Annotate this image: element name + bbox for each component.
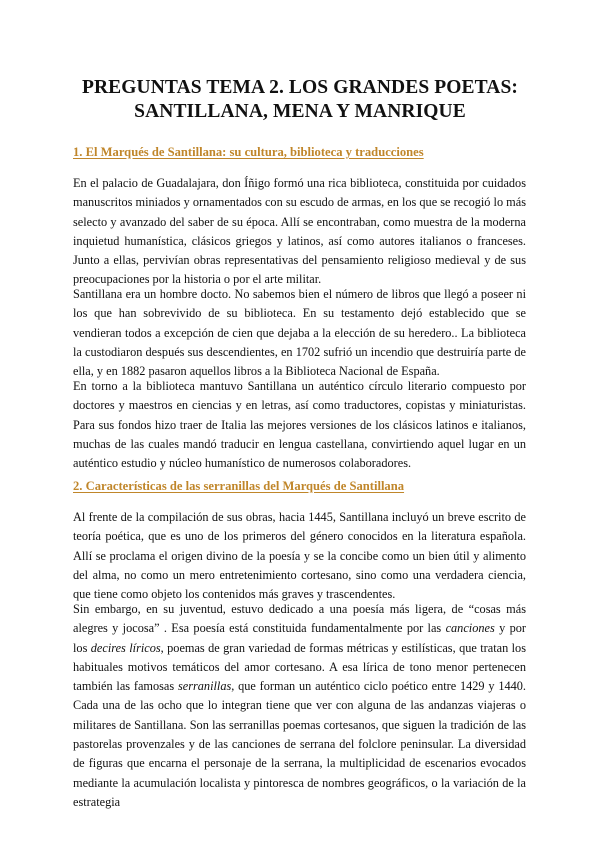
section-heading-2: 2. Características de las serranillas del Marqués de Santillana: [73, 479, 405, 493]
italic-term-decires-liricos: decires líricos: [90, 640, 161, 655]
paragraph-text: , que forman un auténtico ciclo poético entre 1429 y 1440. Cada una de las ocho que lo integran tiene que ver con alguna de las andanzas viajeras o militares de Santillana. Son las serranillas poemas cortesanos, que siguen la tradición de las pastorelas provenzales y de las canciones de serrana del folclore peninsular. La diversidad de figuras que encarna el personaje de la serrana, la multiplicidad de escenarios evocados mediante la acumulación localista y pintoresca de nombres geográficos, o la variación de la estrategia: [73, 679, 526, 809]
section2-paragraph-1: Al frente de la compilación de sus obras, hacia 1445, Santillana incluyó un breve escrito de teoría poética, que es uno de los primeros del género conocidos en la literatura española. Allí se proclama el origen divino de la poesía y se la concibe como un bien útil y alimento del alma, no como un mero entretenimiento cortesano, sino como una verdadera ciencia, que tiene como objeto los contenidos más graves y trascendentes.: [73, 510, 526, 602]
section1-paragraph-1: En el palacio de Guadalajara, don Íñigo formó una rica biblioteca, constituida por cuidados manuscritos miniados y ornamentados con su escudo de armas, en los que se recogió lo más selecto y avanzado del saber de su época. Allí se encontraban, como muestra de la moderna inquietud humanística, clásicos griegos y latinos, así como autores italianos o franceses. Junto a ellas, pervivían obras representativas del pensamiento religioso medieval y de sus preocupaciones por la historia o por el arte militar.: [73, 176, 526, 287]
section2-paragraph-2: [73, 600, 526, 812]
italic-term-serranillas: serranillas: [177, 679, 232, 694]
section1-paragraph-3: En torno a la biblioteca mantuvo Santillana un auténtico círculo literario compuesto por doctores y maestros en ciencias y en letras, así como traductores, copistas y miniaturistas. Para sus fondos hizo traer de Italia las mejores versiones de los clásicos latinos e italianos, muchas de las cuales mandó traducir en lengua castellana, convirtiendo aquel lugar en un auténtico estudio y núcleo humanístico de numerosos colaboradores.: [73, 379, 526, 471]
paragraph-text: Sin embargo, en su juventud, estuvo dedicado a una poesía más ligera, de “cosas más alegres y jocosa” . Esa poesía está constituida fundamentalmente por las: [73, 602, 526, 636]
document-title: [60, 76, 540, 124]
section1-paragraph-2: Santillana era un hombre docto. No sabemos bien el número de libros que llegó a poseer ni los que han sobrevivido de su biblioteca. En su testamento dejó establecido que se vendieran todos a excepción de cien que dejaba a la elección de su heredero.. La biblioteca la custodiaron después sus descendientes, en 1702 sufrió un incendio que destruiría parte de ella, y en 1882 pasaron aquellos libros a la Biblioteca Nacional de España.: [73, 287, 526, 379]
italic-term-canciones: canciones: [445, 621, 495, 636]
paragraph-text: , poemas de gran variedad de formas métricas y estilísticas, que tratan los habituales motivos temáticos del amor cortesano. A esa lírica de tono menor pertenecen también las famosas: [73, 640, 526, 694]
paragraph-text: y por los: [73, 621, 526, 655]
title-line-1: PREGUNTAS TEMA 2. LOS GRANDES POETAS:: [81, 77, 519, 98]
title-line-2: SANTILLANA, MENA Y MANRIQUE: [134, 101, 466, 122]
section-heading-1: 1. El Marqués de Santillana: su cultura, biblioteca y traducciones: [73, 145, 424, 159]
